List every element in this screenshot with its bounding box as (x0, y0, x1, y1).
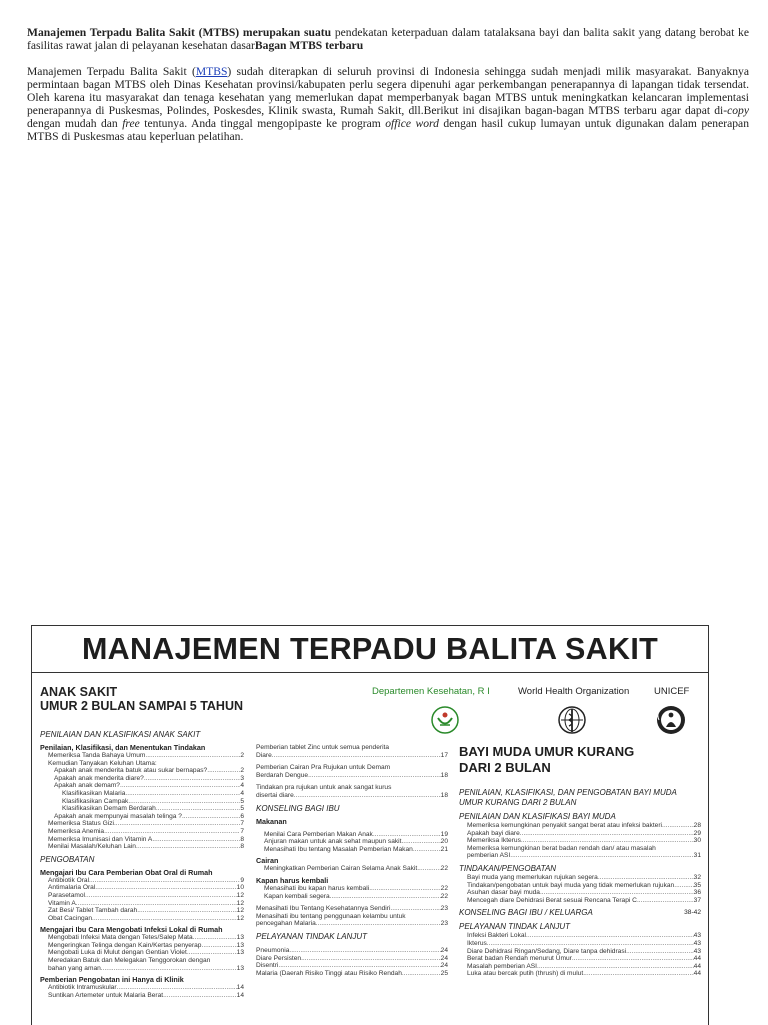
toc-entry: Memeriksa Ikterus ..... 30 (459, 837, 701, 845)
toc-entry: Tindakan pra rujukan untuk anak sangat kurus (256, 784, 392, 792)
toc-entry: Zat Besi/ Tablet Tambah darah ..... 12 (40, 907, 244, 915)
article-body (27, 26, 749, 156)
toc-entry: Apakah anak demam? ..... 4 (40, 782, 244, 790)
toc-entry: Memeriksa Imunisasi dan Vitamin A ..... 8 (40, 836, 244, 844)
toc-entry: Klasifikasikan Campak ..... 5 (40, 798, 244, 806)
toc-entry: pemberian ASI ..... 31 (459, 852, 701, 860)
toc-entry: Bayi muda yang memerlukan rujukan segera ..... 32 (459, 874, 701, 882)
left-heading (40, 685, 243, 713)
toc-entry: Meningkatkan Pemberian Cairan Selama Anak Sakit ..... 22 (256, 865, 448, 873)
intro-paragraph (27, 26, 749, 52)
body-text-e: dengan hasil cukup lumayan untuk digunakan dalam penerapan MTBS di Puskesmas atau keperluan pelatihan. (27, 117, 749, 143)
free-italic: free (122, 117, 140, 130)
toc-subheading: Pemberian Pengobatan ini Hanya di Klinik (40, 975, 184, 985)
toc-subheading: Kapan harus kembali (256, 875, 329, 885)
toc-entry: Malaria (Daerah Risiko Tinggi atau Risiko Rendah ..... 25 (256, 970, 448, 978)
toc-entry: Mencegah diare Dehidrasi Berat sesuai Rencana Terapi C ..... 37 (459, 897, 701, 905)
intro-text: pendekatan keterpaduan dalam tatalaksana bayi dan balita sakit yang datang berobat ke fasilitas rawat jalan di pelayanan kesehatan dasar (27, 26, 749, 52)
org-who: World Health Organization (518, 686, 630, 697)
toc-entry: bahan yang aman ..... 13 (40, 965, 244, 973)
toc-entry: Apakah anak menderita batuk atau sukar bernapas? ..... 2 (40, 767, 244, 775)
toc-entry: Diare ..... 17 (256, 752, 448, 760)
intro-bold-link: Bagan MTBS terbaru (254, 39, 364, 52)
cover-title: MANAJEMEN TERPADU BALITA SAKIT (32, 626, 708, 673)
right-heading-line1: BAYI MUDA UMUR KURANG (459, 744, 635, 759)
toc-entry: Ikterus ..... 43 (459, 940, 701, 948)
office-word-italic: office word (385, 117, 439, 130)
toc-entry: Mengobati Infeksi Mata dengan Tetes/Salep Mata ..... 13 (40, 934, 244, 942)
toc-entry: Vitamin A ..... 12 (40, 900, 244, 908)
left-heading-line1: ANAK SAKIT (40, 685, 118, 699)
toc-entry: Apakah anak mempunyai masalah telinga ? ..... 6 (40, 813, 244, 821)
toc-entry: Menasihati ibu kapan harus kembali ..... 22 (256, 885, 448, 893)
right-heading-line2: DARI 2 BULAN (459, 760, 551, 775)
toc-entry: Mengeringkan Telinga dengan Kain/Kertas penyerap ..... 13 (40, 942, 244, 950)
toc-section-heading: TINDAKAN/PENGOBATAN (459, 863, 557, 873)
toc-subheading: Cairan (256, 856, 279, 866)
toc-entry: Klasifikasikan Demam Berdarah ..... 5 (40, 805, 244, 813)
org-unicef: UNICEF (654, 686, 690, 697)
toc-entry: Anjuran makan untuk anak sehat maupun sakit ..... 20 (256, 838, 448, 846)
toc-section-heading: KONSELING BAGI IBU / KELUARGA 38-42 (459, 908, 701, 918)
toc-entry: disertai diare ..... 18 (256, 792, 448, 800)
toc-subheading: Makanan (256, 816, 287, 826)
toc-entry: Obat Cacingan ..... 12 (40, 915, 244, 923)
toc-entry: Menasihati ibu tentang penggunaan kelambu untuk (256, 912, 406, 920)
toc-entry: Pemberian Cairan Pra Rujukan untuk Demam (256, 764, 391, 772)
toc-entry: Suntikan Artemeter untuk Malaria Berat ..... 14 (40, 992, 244, 1000)
toc-entry: Memeriksa kemungkinan berat badan rendah dan/ atau masalah (467, 844, 656, 852)
unicef-emblem-icon (656, 705, 686, 735)
toc-entry: Memeriksa Anemia ..... 7 (40, 828, 244, 836)
toc-entry: Menasihati Ibu tentang Masalah Pemberian Makan ..... 21 (256, 846, 448, 854)
toc-section-heading: PELAYANAN TINDAK LANJUT (256, 931, 367, 941)
toc-entry: Asuhan dasar bayi muda ..... 36 (459, 889, 701, 897)
toc-entry: Apakah anak menderita diare? ..... 3 (40, 775, 244, 783)
toc-entry: Apakah bayi diare ..... 29 (459, 830, 701, 838)
body-text-a: Manajemen Terpadu Balita Sakit ( (27, 65, 196, 78)
toc-entry: Kemudian Tanyakan Keluhan Utama: (48, 759, 157, 767)
mtbs-cover-image (31, 625, 709, 1025)
toc-section-heading: PENILAIAN, KLASIFIKASI, DAN PENGOBATAN BAYI MUDA UMUR KURANG DARI 2 BULAN (459, 788, 677, 807)
toc-entry: Menasihati Ibu Tentang Kesehatannya Sendiri ..... 23 (256, 905, 448, 913)
org-depkes: Departemen Kesehatan, R I (372, 686, 490, 697)
body-paragraph (27, 65, 749, 143)
toc-entry: Memeriksa kemungkinan penyakit sangat berat atau infeksi bakteri ..... 28 (459, 822, 701, 830)
body-text-b: ) sudah diterapkan di seluruh provinsi di Indonesia sehingga sudah menjadi milik masyarakat. Banyaknya permintaan bagan MTBS oleh Dinas Kesehatan provinsi/kabupaten perlu segera dipenuhi agar perkembangan penerapannya di lapangan tidak tersendat. Oleh karena itu masyarakat dan tenaga kesehatan yang memerlukan dapat memperbanyak bagan MTBS untuk meningkatkan kelancaran implementasi penerapannya di Puskesmas, Polindes, Poskesdes, Klinik swasta, Rumah Sakit, dll.Berikut ini disajikan bagan-bagan MTBS terbaru agar dapat di- (27, 65, 750, 117)
toc-section-heading: PENILAIAN DAN KLASIFIKASI BAYI MUDA (459, 812, 616, 821)
toc-entry: Pemberian tablet Zinc untuk semua penderita (256, 744, 390, 751)
left-heading-line2: UMUR 2 BULAN SAMPAI 5 TAHUN (40, 699, 244, 713)
depkes-emblem-icon (430, 705, 460, 735)
body-text-c: dengan mudah dan (27, 117, 123, 130)
toc-entry: Klasifikasikan Malaria ..... 4 (40, 790, 244, 798)
toc-entry: Diare Dehidrasi Ringan/Sedang, Diare tanpa dehidrasi ..... 43 (459, 948, 701, 956)
toc-entry: Menilai Cara Pemberian Makan Anak ..... 19 (256, 831, 448, 839)
toc-column-middle (256, 744, 448, 977)
toc-entry: Memeriksa Tanda Bahaya Umum ..... 2 (40, 752, 244, 760)
right-heading (459, 744, 634, 776)
toc-entry: Diare Persisten ..... 24 (256, 955, 448, 963)
toc-entry: Infeksi Bakteri Lokal ..... 43 (459, 932, 701, 940)
toc-entry: Disentri ..... 24 (256, 962, 448, 970)
toc-entry: pencegahan Malaria ..... 23 (256, 920, 448, 928)
toc-section-heading: PENGOBATAN (40, 854, 95, 864)
toc-entry: Antibiotik Oral ..... 9 (40, 877, 244, 885)
toc-column-right (459, 784, 701, 978)
body-text-d: tentunya. Anda tinggal mengopipaste ke program (139, 117, 386, 130)
copy-italic: copy (727, 104, 749, 117)
toc-subheading: Penilaian, Klasifikasi, dan Menentukan Tindakan (40, 743, 206, 752)
toc-subheading: Mengajari Ibu Cara Pemberian Obat Oral di Rumah (40, 867, 213, 877)
toc-entry: Antimalaria Oral ..... 10 (40, 884, 244, 892)
toc-subheading: Mengajari Ibu Cara Mengobati Infeksi Lokal di Rumah (40, 925, 223, 935)
toc-entry: Memeriksa Status Gizi ..... 7 (40, 820, 244, 828)
toc-entry: Luka atau bercak putih (thrush) di mulut ..... 44 (459, 970, 701, 978)
toc-entry: Kapan kembali segera ..... 22 (256, 893, 448, 901)
intro-bold: Manajemen Terpadu Balita Sakit (MTBS) merupakan suatu (27, 26, 332, 39)
toc-column-left (40, 726, 244, 999)
who-emblem-icon (557, 705, 587, 735)
toc-entry: Masalah pemberian ASI ..... 44 (459, 963, 701, 971)
mtbs-link[interactable]: MTBS (195, 65, 228, 78)
toc-entry: Meredakan Batuk dan Melegakan Tenggorokan dengan (48, 957, 211, 965)
toc-section-heading: KONSELING BAGI IBU (256, 803, 340, 813)
toc-section-heading: PENILAIAN DAN KLASIFIKASI ANAK SAKIT (40, 730, 201, 739)
toc-entry: Mengobati Luka di Mulut dengan Gentian Violet ..... 13 (40, 949, 244, 957)
toc-entry: Pneumonia ..... 24 (256, 947, 448, 955)
toc-entry: Berdarah Dengue ..... 18 (256, 772, 448, 780)
toc-section-heading: PELAYANAN TINDAK LANJUT (459, 922, 570, 932)
toc-entry: Berat badan Rendah menurut Umur ..... 44 (459, 955, 701, 963)
toc-entry: Parasetamol ..... 12 (40, 892, 244, 900)
toc-entry: Antibiotik Intramuskular ..... 14 (40, 984, 244, 992)
toc-entry: Menilai Masalah/Keluhan Lain ..... 8 (40, 843, 244, 851)
toc-entry: Tindakan/pengobatan untuk bayi muda yang tidak memerlukan rujukan ..... 35 (459, 882, 701, 890)
